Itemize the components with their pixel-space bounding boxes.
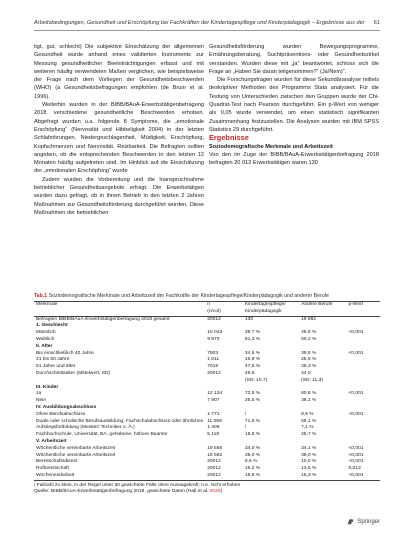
table-cell: 16,9 % <box>244 357 261 363</box>
table-cell: 71,5 % <box>244 418 261 424</box>
table-container <box>34 293 380 496</box>
column-header: p-Wert <box>346 302 380 317</box>
table-source: Quelle: BIBB/BAuA-Erwerbstätigenbefragung 2018, gewichtete Daten (Hall et al. 2020) <box>34 489 223 495</box>
table-cell: 13,5 % <box>301 466 317 472</box>
table-cell: 47,6 % <box>244 364 261 370</box>
table-cell <box>346 405 380 412</box>
table-cell: Ohne Berufsabschluss <box>36 411 86 417</box>
table-cell: 18,5 % <box>243 473 299 480</box>
table-cell <box>205 344 243 351</box>
column-header: Andere Berufe <box>299 302 346 317</box>
table-row <box>34 412 380 419</box>
table-cell <box>346 419 380 426</box>
table-cell: 10 043 <box>207 330 223 336</box>
table-cell: 20012 <box>207 466 221 472</box>
table-cell: 7,1 % <box>301 425 314 431</box>
table-cell: 25,5 % <box>301 357 317 363</box>
table-cell <box>34 378 205 385</box>
table-body <box>34 316 380 480</box>
table-cell: 16,2 % <box>244 466 261 472</box>
table-label: Tab.1 <box>34 293 48 299</box>
table-cell <box>346 344 380 351</box>
table-cell: <0,001 <box>346 473 380 480</box>
table-cell: <0,001 <box>348 350 364 356</box>
table-cell: 10,0 % <box>301 459 317 465</box>
table-cell: 25,7 % <box>301 432 317 438</box>
table-cell <box>299 344 346 351</box>
table-cell: 73,5 % <box>244 391 261 397</box>
right-column <box>209 43 379 167</box>
table-cell: Rufbereitschaft <box>36 466 69 472</box>
left-paragraph: Zudem wurden die Vorbereitung und die Inanspruchnahme betrieblicher Gesundheitsangebote erfragt. Die Erwerbstätigen wurden dazu gefragt, ob in ihrem Betrieb in den letzten 2 Jahren Maßnahmen zur Gesundheitsförderung durchgeführt wurden. Diese Maßnahmen der betrieblichen <box>34 176 204 216</box>
publisher-logo <box>346 517 380 526</box>
results-paragraph: Von den im Zuge der BIBB/BAuA-Erwerbstätigenbefragung 2018 befragten 20 012 Erwerbstätigen waren 130 <box>209 151 379 167</box>
table-row <box>34 337 380 344</box>
table-cell: 1 406 <box>207 425 220 431</box>
table-cell <box>299 405 346 412</box>
table-cell: Duale oder schulische Berufsausbildung, Fachschulabschluss oder ähnliches <box>36 418 204 424</box>
table-cell: Aufstiegsfortbildung (Meister/ Techniker o. Ä.) <box>36 425 135 431</box>
table-row <box>34 466 380 473</box>
table-cell: 7019 <box>207 364 219 370</box>
table-cell: 15,5 % <box>244 432 261 438</box>
table-row <box>34 378 380 385</box>
table-cell: 19 582 <box>207 452 223 458</box>
table-cell: 8,9 % <box>301 411 314 417</box>
table-cell: Nein <box>36 398 47 404</box>
table-cell: Wochenendarbeit <box>34 473 205 480</box>
table-cell: <0,001 <box>348 459 364 465</box>
table-cell <box>346 364 380 371</box>
section-title: Ergebnisse <box>209 133 249 143</box>
right-paragraph: Gesundheitsförderung wurden Bewegungsprogramme, Ernährungsberatung, Suchtpräventions- oder Gesundheitszirkel verstanden. Wurden diese mit „ja“ beantwortet, schloss sich die Frage an „Haben Sie daran teilgenommen?“ (Ja/Nein)“. <box>209 44 379 75</box>
table-cell: 26,5 % <box>244 398 261 404</box>
table-cell: 34,6 % <box>244 350 261 356</box>
table-cell: 1. Geschlecht <box>36 323 68 329</box>
table-cell: 19 882 <box>301 316 317 322</box>
data-table <box>34 301 380 481</box>
table-row <box>34 330 380 337</box>
table-cell: 39,0 % <box>244 452 261 458</box>
table-row <box>34 371 380 378</box>
table-cell <box>346 378 380 385</box>
table-cell <box>346 357 380 364</box>
table-cell <box>346 316 380 323</box>
table-cell: 20012 <box>207 370 221 376</box>
table-cell <box>205 439 243 446</box>
column-header: n (n/col) <box>205 302 243 317</box>
table-row <box>34 344 380 351</box>
table-cell: / <box>244 425 247 431</box>
springer-horse-icon <box>346 517 355 526</box>
table-cell: 20012 <box>207 459 221 465</box>
publisher-name: Springer <box>357 518 380 525</box>
table-cell: <0,001 <box>348 445 364 451</box>
table-cell: Wöchentliche vereinbarte Arbeitszeit <box>36 452 116 458</box>
table-cell: 39,2 % <box>301 398 317 404</box>
table-cell: II. Alter <box>36 343 53 349</box>
table-cell <box>346 398 380 405</box>
table-cell: 1 011 <box>207 357 220 363</box>
table-cell: 46,6 <box>244 370 255 376</box>
table-row <box>34 473 380 480</box>
table-row <box>34 364 380 371</box>
table-cell: Befragten BIBB/BAuA-Erwerbstätigenbefragung 2018 gesamt <box>36 316 170 322</box>
table-cell: Durchschnittsalter (Mittelwert, SD) <box>36 370 111 376</box>
table-row <box>34 432 380 439</box>
table-cell: / <box>244 411 247 417</box>
table-cell <box>243 405 299 412</box>
table-note: / Fallzahl zu klein, in der Regel unter 30 gewichtete Fälle ohne Aussagekraft; n.e. nicht erhoben <box>34 482 241 488</box>
table-cell: Männlich <box>36 330 56 336</box>
table-cell: 7903 <box>207 350 219 356</box>
table-cell: 49,8 % <box>301 330 317 336</box>
table-cell <box>346 425 380 432</box>
table-cell: Fachhochschule, Universität, BA, gehobene, höhere Beamte <box>36 432 168 438</box>
table-cell <box>346 371 380 378</box>
table-cell: Bis einschließlich 40 Jahre <box>36 350 94 356</box>
table-cell: 19 566 <box>207 445 223 451</box>
right-paragraph: Die Forschungsfragen wurden für diese Sekundäranalyse mittels deskriptiver Methoden des Programms Stata analysiert. Für die Testung von Unterschieden zwischen den Gruppen wurde der Chi-Quadrat-Test nach Pearson durchgeführt. Ein p-Wert von weniger als 0,05 wurde verwendet, um einen statistisch signifikanten Zusammenhang festzustellen. Die Analysen wurden mit IBM SPSS Statistics 29 durchgeführt. <box>209 77 379 133</box>
table-cell <box>346 337 380 344</box>
table-row <box>34 405 380 412</box>
table-cell: 55,1 % <box>301 418 317 424</box>
page-number: 61 <box>373 20 380 26</box>
table-caption <box>34 293 380 299</box>
table-cell: 38,7 % <box>244 330 261 336</box>
table-cell: Weiblich <box>36 336 55 342</box>
table-cell <box>243 344 299 351</box>
table-cell: 38,0 % <box>301 452 317 458</box>
table-cell: 20012 <box>205 473 243 480</box>
table-cell: IV. Ausbildungsabschluss <box>36 404 97 410</box>
table-cell: III. Kinder <box>36 384 59 390</box>
left-paragraph: tigt, gut, schlecht) Die subjektive Einschätzung der allgemeinen Gesundheit wurde anhand eines validierten Instruments zur Messung gesundheitlicher Beeinträchtigungen erfasst und mit weiteren häufig verwendeten Maßen verglichen, wie beispielsweise der Frage nach dem Vorliegen der Gesundheitsbeschwerden (WHO) (a Gesundheitsbefragungen empfohlen (de Bruin et al. 1996). <box>34 44 204 100</box>
table-cell: 11 059 <box>207 418 222 424</box>
table-caption-text: Soziodemografische Merkmale und Arbeitszeit der Fachkräfte der Kindertagespflege/Kinderpädagogik und anderer Berufe <box>48 293 329 299</box>
column-header: Merkmale <box>34 302 205 317</box>
table-cell: <0,001 <box>348 452 364 458</box>
table-cell <box>299 439 346 446</box>
table-cell: 39,8 % <box>301 350 317 356</box>
table-cell: Bereitschaftsdienst <box>36 459 78 465</box>
table-cell: <0,001 <box>348 391 364 397</box>
column-header: Kindertagespflege/ Kinderpädagogik <box>243 302 299 317</box>
table-cell: 130 <box>244 316 254 322</box>
table-cell: 61,3 % <box>244 336 261 342</box>
table-row <box>34 446 380 453</box>
table-cell: V. Arbeitszeit <box>36 438 67 444</box>
table-cell: 51 Jahre und älter <box>36 364 76 370</box>
running-title: Arbeitsbedingungen, Gesundheit und Erschöpfung bei Fachkräften der Kindertagespflege und Kinderpädagogik – Ergebnisse aus der <box>34 20 365 26</box>
table-cell: 41 bis 50 Jahre <box>36 357 70 363</box>
table-cell: 44,0 <box>301 370 311 376</box>
table-notes <box>34 483 380 496</box>
table-cell: 0,013 <box>348 466 361 472</box>
table-cell: 5 118 <box>207 432 220 438</box>
table-cell: 35,3 % <box>301 364 317 370</box>
table-cell: Ja <box>36 391 42 397</box>
table-row <box>34 398 380 405</box>
table-cell: 8,6 % <box>244 459 258 465</box>
table-cell: 34,1 % <box>301 445 317 451</box>
table-cell: (SD: 10,7) <box>244 377 268 383</box>
table-cell <box>205 405 243 412</box>
table-cell <box>205 378 243 385</box>
table-cell: 12 134 <box>207 391 223 397</box>
table-cell: 34,0 % <box>244 445 261 451</box>
table-cell <box>346 432 380 439</box>
table-cell: 20012 <box>207 316 221 322</box>
table-cell: Wöchentliche vereinbarte Arbeitszeit <box>36 445 116 451</box>
table-cell <box>346 439 380 446</box>
table-row <box>34 316 380 323</box>
left-paragraph: Weiterhin wurden in der BIBB/BAuA-Erwerbstätigenbefragung 2018 verschiedene gesundheitliche Beschwerden erhoben. Abgefragt wurden u.a. folgende 8 Symptome, die „emotionale Erschöpfung“ (Nervosität und Hibbeligkeit 2004) in der letzten Schlafstörungen, Niedergeschlagenheit, Müdigkeit, Erschöpfung, Kopfschmerzen und Nervosität, Reizbarkeit. Die Befragten sollten angeben, ob die entsprechenden Beschwerden in den letzten 12 Monaten häufig aufgetreten sind. Im Hinblick auf die Einschätzung der „emotionalen Erschöpfung“ wurde <box>34 102 204 175</box>
left-column <box>34 43 204 217</box>
table-header-row <box>34 302 380 317</box>
table-cell <box>243 439 299 446</box>
table-cell: <0,001 <box>348 411 364 417</box>
running-header <box>34 20 380 31</box>
table-cell: 1 771 <box>207 411 220 417</box>
table-cell: 9 970 <box>207 336 220 342</box>
table-cell: 60,8 % <box>301 391 317 397</box>
table-cell: (SD: 11,3) <box>301 377 323 383</box>
table-row <box>34 439 380 446</box>
table-cell: <0,001 <box>348 330 364 336</box>
table-cell: 15,3 % <box>299 473 346 480</box>
table-cell: 50,2 % <box>301 336 317 342</box>
subsection-title: Soziodemografische Merkmale und Arbeitszeit <box>209 143 333 150</box>
table-cell: 7 907 <box>207 398 220 404</box>
citation-link[interactable]: 2020 <box>209 489 221 495</box>
